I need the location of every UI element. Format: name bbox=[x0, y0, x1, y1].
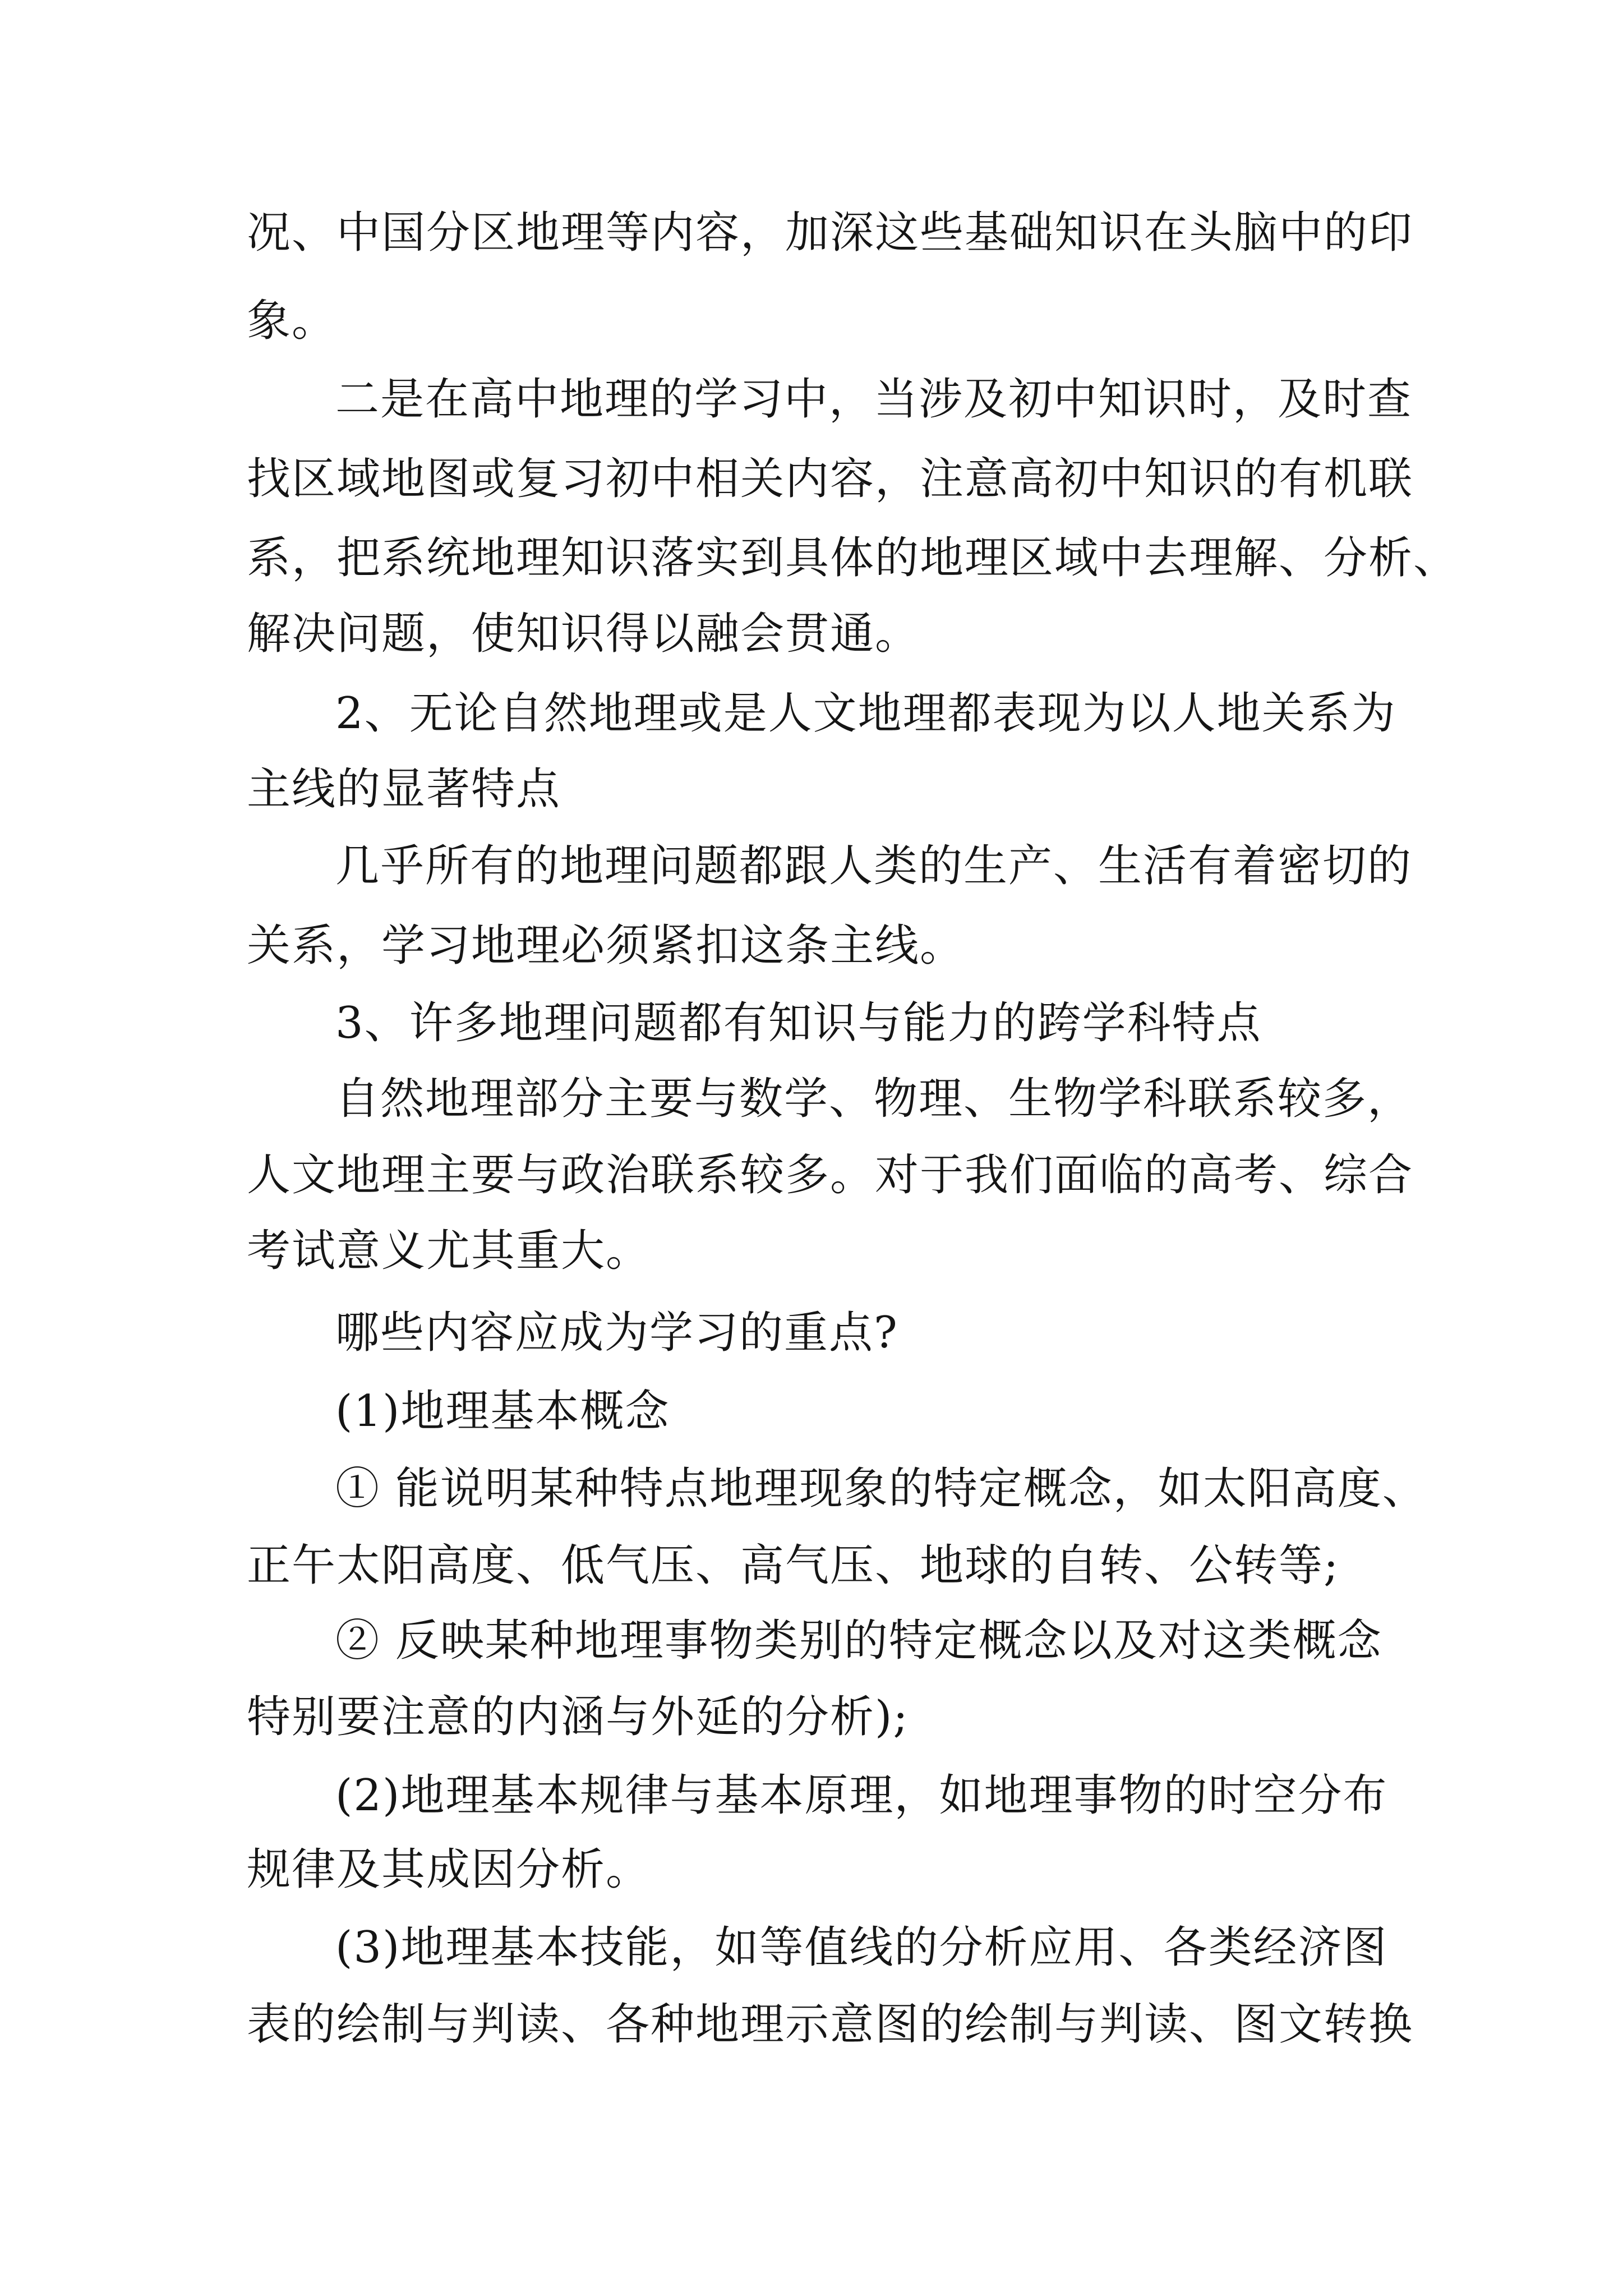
text-line: 几乎所有的地理问题都跟人类的生产、生活有着密切的 bbox=[335, 841, 1413, 891]
text-line: (1)地理基本概念 bbox=[335, 1386, 670, 1437]
text-line: 特别要注意的内涵与外延的分析); bbox=[247, 1692, 909, 1742]
text-line: 找区域地图或复习初中相关内容，注意高初中知识的有机联 bbox=[247, 454, 1414, 504]
text-line: (3)地理基本技能，如等值线的分析应用、各类经济图 bbox=[335, 1922, 1388, 1973]
text-line: ① 能说明某种特点地理现象的特定概念，如太阳高度、 bbox=[335, 1464, 1427, 1514]
text-line: 人文地理主要与政治联系较多。对于我们面临的高考、综合 bbox=[247, 1150, 1414, 1200]
text-line: 系，把系统地理知识落实到具体的地理区域中去理解、分析、 bbox=[247, 533, 1459, 583]
text-line: 2、无论自然地理或是人文地理都表现为以人地关系为 bbox=[335, 688, 1396, 739]
text-line: 主线的显著特点 bbox=[247, 764, 561, 815]
text-line: 况、中国分区地理等内容，加深这些基础知识在头脑中的印 bbox=[247, 208, 1414, 258]
text-line: 哪些内容应成为学习的重点? bbox=[335, 1308, 898, 1358]
text-line: 正午太阳高度、低气压、高气压、地球的自转、公转等; bbox=[247, 1540, 1340, 1591]
text-line: 象。 bbox=[247, 296, 337, 346]
text-line: ② 反映某种地理事物类别的特定概念以及对这类概念 bbox=[335, 1616, 1382, 1666]
text-line: 解决问题，使知识得以融会贯通。 bbox=[247, 609, 920, 659]
text-line: 关系，学习地理必须紧扣这条主线。 bbox=[247, 921, 965, 971]
text-line: 表的绘制与判读、各种地理示意图的绘制与判读、图文转换 bbox=[247, 1999, 1414, 2050]
text-line: 规律及其成因分析。 bbox=[247, 1844, 651, 1895]
text-line: (2)地理基本规律与基本原理，如地理事物的时空分布 bbox=[335, 1770, 1388, 1821]
text-line: 二是在高中地理的学习中，当涉及初中知识时，及时查 bbox=[335, 374, 1413, 425]
text-line: 自然地理部分主要与数学、物理、生物学科联系较多， bbox=[335, 1074, 1413, 1124]
text-line: 3、许多地理问题都有知识与能力的跨学科特点 bbox=[335, 998, 1262, 1048]
text-line: 考试意义尤其重大。 bbox=[247, 1226, 651, 1276]
